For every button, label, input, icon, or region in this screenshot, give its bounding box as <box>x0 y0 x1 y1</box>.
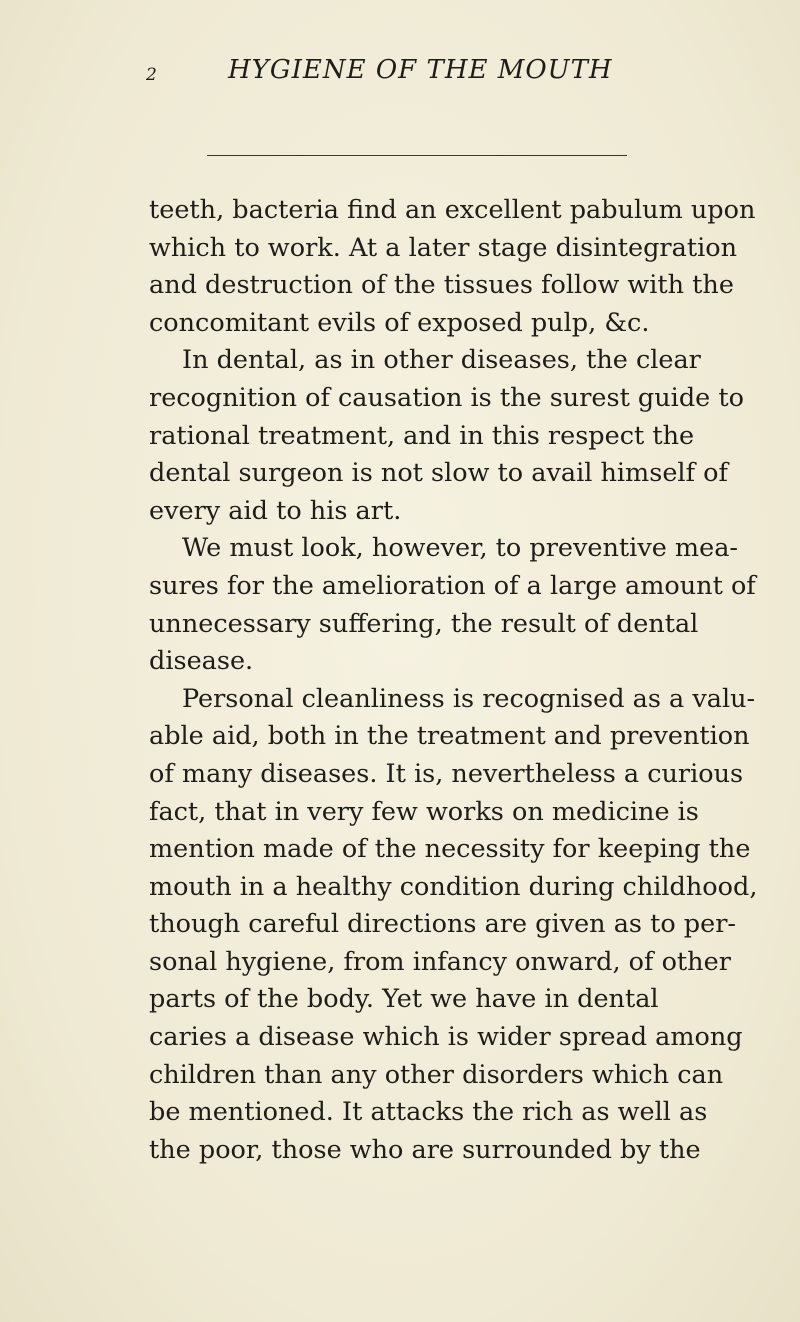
text-line: fact, that in very few works on medicine is <box>149 796 699 827</box>
text-line: which to work. At a later stage disintegration <box>149 232 738 263</box>
running-title: HYGIENE OF THE MOUTH <box>228 55 613 85</box>
text-line: unnecessary suffering, the result of dental <box>149 608 699 639</box>
text-line: of many diseases. It is, nevertheless a curious <box>149 758 744 789</box>
text-line: sonal hygiene, from infancy onward, of other <box>149 946 731 977</box>
text-line: children than any other disorders which can <box>149 1059 724 1090</box>
text-line: mouth in a healthy condition during childhood, <box>149 871 758 902</box>
text-line: recognition of causation is the surest guide to <box>149 382 744 413</box>
text-line: teeth, bacteria find an excellent pabulum upon <box>149 195 756 225</box>
page-header <box>0 55 800 95</box>
text-line: be mentioned. It attacks the rich as well as <box>149 1097 708 1128</box>
text-line: and destruction of the tissues follow with the <box>149 270 734 301</box>
body-text <box>149 192 758 1169</box>
text-line: We must look, however, to preventive mea- <box>182 533 739 564</box>
text-line: concomitant evils of exposed pulp, &c. <box>149 307 650 338</box>
text-line: parts of the body. Yet we have in dental <box>149 984 659 1015</box>
text-line: though careful directions are given as to per- <box>149 909 737 940</box>
text-line: Personal cleanliness is recognised as a valu- <box>182 683 756 714</box>
text-line: mention made of the necessity for keeping the <box>149 834 751 865</box>
text-line: every aid to his art. <box>149 495 402 526</box>
text-line: In dental, as in other diseases, the clear <box>182 345 701 376</box>
header-rule <box>207 155 627 156</box>
text-line: able aid, both in the treatment and prevention <box>149 721 750 752</box>
text-line: sures for the amelioration of a large amount of <box>149 570 756 601</box>
text-line: the poor, those who are surrounded by the <box>149 1134 701 1165</box>
page-number: 2 <box>146 65 157 85</box>
text-line: disease. <box>149 646 254 677</box>
text-line: caries a disease which is wider spread among <box>149 1022 743 1053</box>
text-line: rational treatment, and in this respect the <box>149 420 695 451</box>
text-line: dental surgeon is not slow to avail himself of <box>149 458 728 489</box>
